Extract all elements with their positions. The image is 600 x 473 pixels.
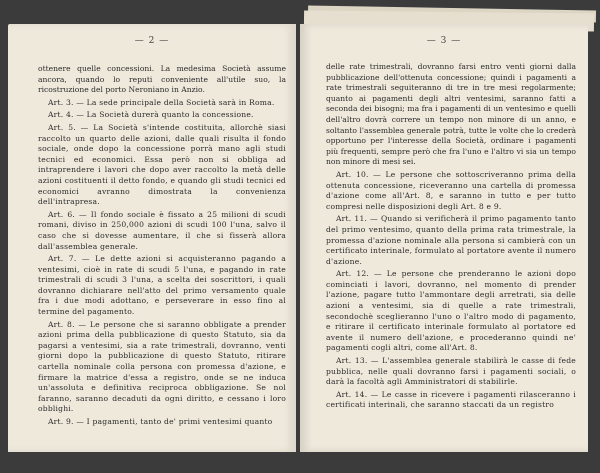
paragraph: Art. 12. — Le persone che prenderanno le azioni dopo cominciati i lavori, dovranno, nel momento di prender l'azione, pagare tutto l'ammontare degli arretrati, sia delle azioni a ventesimi, sia di quelle a rate trimestrali, secondochè sceglieranno l'uno o l'altro modo di pagamento, e ritirare il certificato interinale formulato al portatore ed avente il numero dell'azione, e procederanno quindi ne' pagamenti cogli altri, come all'Art. 8.: [326, 269, 576, 353]
paragraph: Art. 13. — L'assemblea generale stabilirà le casse di fede pubblica, nelle quali dovranno farsi i pagamenti sociali, o darà la facoltà agli Amministratori di stabilirle.: [326, 356, 576, 387]
paragraph: Art. 11. — Quando si verificherà il primo pagamento tanto del primo ventesimo, quanto della prima rata trimestrale, la promessa d'azione nominale alla persona si cambierà con un certificato interinale, formulato al portatore avente il numero d'azione.: [326, 214, 576, 266]
paragraph: Art. 10. — Le persone che sottoscriveranno prima della ottenuta concessione, riceveranno una cartella di promessa d'azione come all'Art. 8, e saranno in tutto e per tutto compresi nelle disposizioni degli Art. 8 e 9.: [326, 169, 576, 211]
text-column: [326, 62, 576, 413]
right-page: [300, 24, 588, 452]
paragraph: Art. 6. — Il fondo sociale è fissato a 25 milioni di scudi romani, diviso in 250,000 azioni di scudi 100 l'una, salvo il caso che si dovesse aumentare, il che si fisserà allora dall'assemblea generale.: [38, 209, 286, 251]
page-number: — 3 —: [426, 36, 462, 46]
paragraph: Art. 9. — I pagamenti, tanto de' primi ventesimi quanto: [48, 417, 273, 426]
paragraph: Art. 3. — La sede principale della Società sarà in Roma.: [48, 97, 275, 107]
paragraph: ottenere quelle concessioni. La medesima Società assume ancora, quando lo reputi conveniente all'utile suo, la ricostruzione del porto Neroniano in Anzio.: [38, 64, 286, 95]
paragraph: Art. 4. — La Società durerà quanto la concessione.: [48, 110, 254, 120]
paragraph: Art. 7. — Le dette azioni si acquisteranno pagando a ventesimi, cioè in rate di scudi 5 l'una, e pagando in rate trimestrali di scudi 3 l'una, a scelta dei soscrittori, i quali dovranno dichiarare nell'atto del primo versamento quale fra i due modi adottano, e perseverare in esso fino al termine del pagamento.: [38, 254, 286, 317]
text-column: [38, 64, 286, 430]
page-number: — 2 —: [134, 36, 170, 46]
paragraph: delle rate trimestrali, dovranno farsi entro venti giorni dalla pubblicazione dell'ottenuta concessione; quindi i pagamenti a rate trimestrali seguiteranno di tre in tre mesi regolarmente; quanto ai pagamenti degli altri ventesimi, saranno fatti a seconda dei bisogni; ma fra i pagamenti di un ventesimo e quelli dell'altro dovrà correre un tempo non minore di un anno, e soltanto l'assemblea generale potrà, tutte le volte che lo crederà opportuno per l'interesse della Società, ordinare i pagamenti più frequenti, sempre però che fra l'uno e l'altro vi sia un tempo non minore di mesi sei.: [326, 62, 576, 167]
paragraph: Art. 14. — Le casse in ricevere i pagamenti rilasceranno i certificati interinali, che saranno staccati da un registro: [326, 389, 576, 410]
paragraph: Art. 5. — La Società s'intende costituita, allorchè siasi raccolto un quarto delle azioni, dalle quali risulta il fondo sociale, onde dopo la concessione porrà mano agli studi tecnici ed economici. Essa però non si obbliga ad intraprendere i lavori che dopo aver raccolto la metà delle azioni costituenti il detto fondo, e quando gli studi tecnici ed economici avranno dimostrata la convenienza dell'intrapresa.: [38, 122, 286, 207]
left-page: [8, 24, 296, 452]
paragraph: Art. 8. — Le persone che si saranno obbligate a prender azioni prima della pubblicazione di questo Statuto, sia da pagarsi a ventesimi, sia a rate trimestrali, dovranno, venti giorni dopo la pubblicazione di questo Statuto, ritirare cartella nominale colla persona con promessa d'azione, e firmare la matrice d'essa a registro, onde se ne induca un'assoluta e definitiva reciproca obbligazione. Se nol faranno, saranno decaduti da ogni diritto, e cessano i loro obblighi.: [38, 319, 286, 414]
